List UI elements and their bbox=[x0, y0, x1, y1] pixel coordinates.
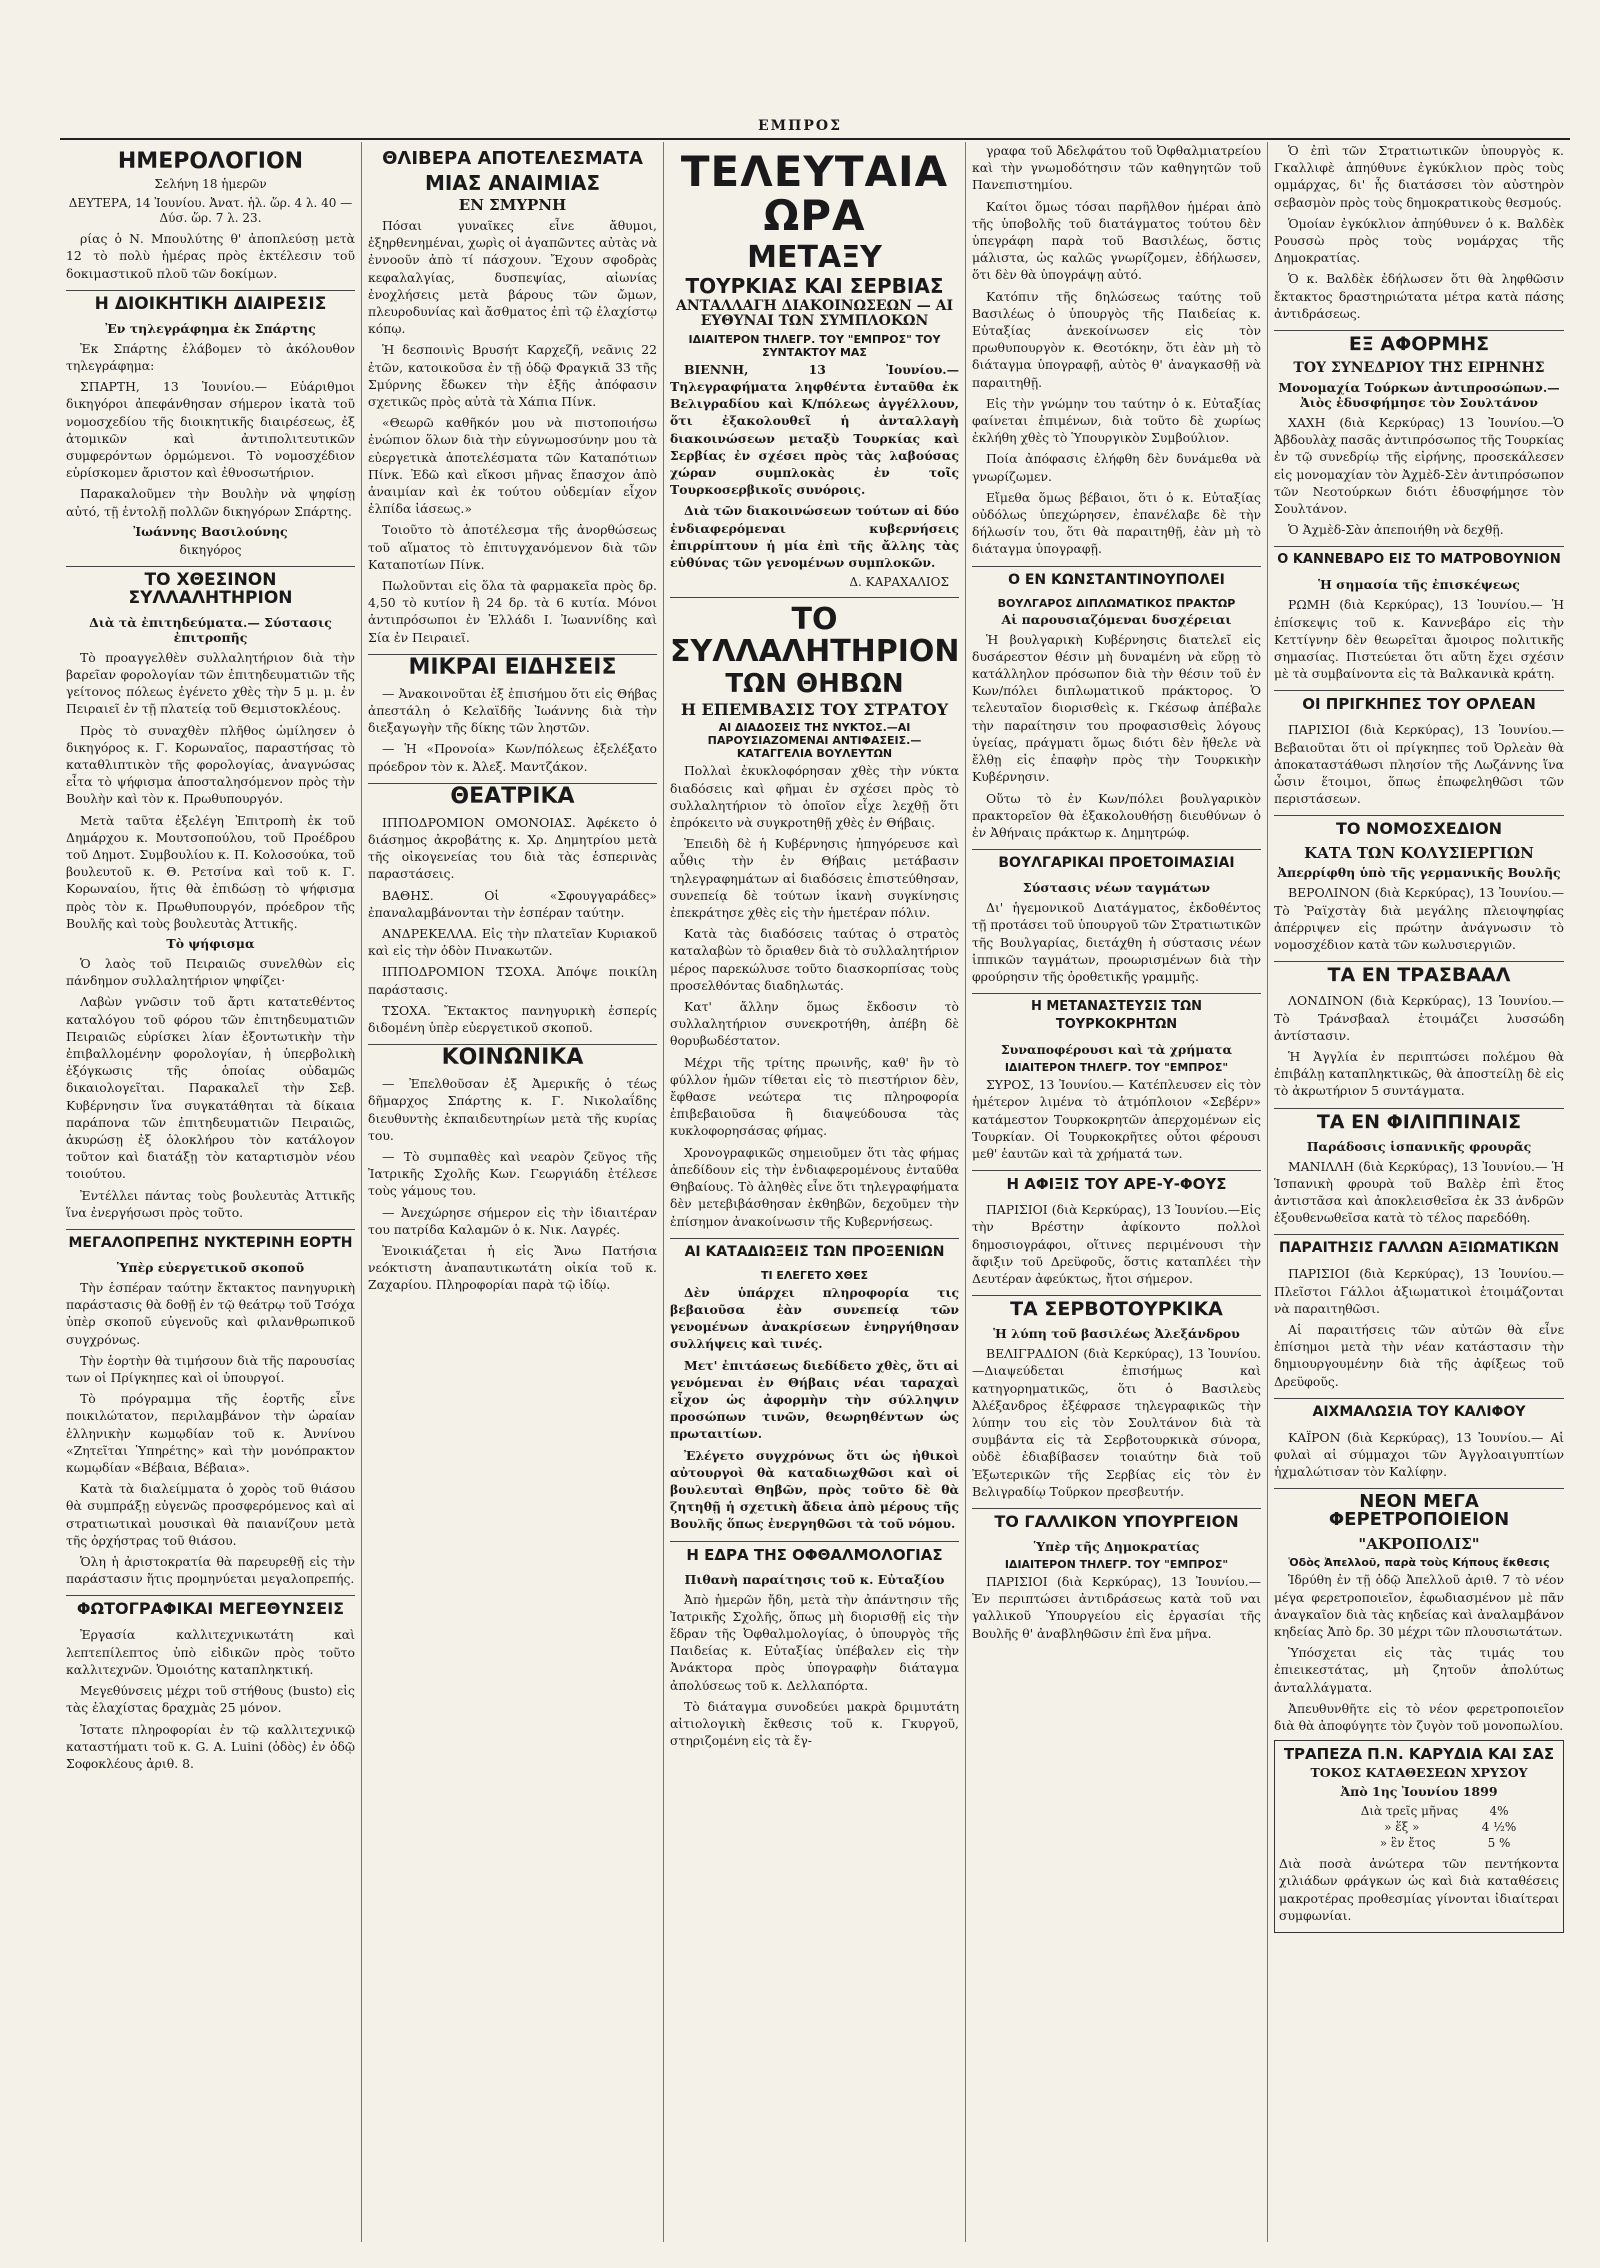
signature: Δ. ΚΑΡΑΧΑΛΙΟΣ bbox=[849, 575, 949, 590]
article-paragraph: Τὴν ἑσπέραν ταύτην ἔκτακτος πανηγυρικὴ παράστασις θὰ δοθῇ ἐν τῷ θεάτρῳ τοῦ Τσόχα ὑπὲρ σκοποῦ εὐγενοῦς καὶ φιλανθρωπικοῦ συγχρόνως. bbox=[66, 1280, 355, 1347]
article-headline: ΤΟ ΓΑΛΛΙΚΟΝ ΥΠΟΥΡΓΕΙΟΝ bbox=[972, 1508, 1261, 1535]
article-headline: Η ΕΔΡΑ ΤΗΣ ΟΦΘΑΛΜΟΛΟΓΙΑΣ bbox=[670, 1541, 959, 1568]
bank-note: Διὰ ποσὰ ἀνώτερα τῶν πεντήκοντα χιλιάδων φράγκων ὡς καὶ διὰ καταθέσεις μακροτέρας προθεσμίας γίνονται ἰδιαίτεραι συμφωνίαι. bbox=[1279, 1856, 1559, 1923]
article-headline: Η ΔΙΟΙΚΗΤΙΚΗ ΔΙΑΙΡΕΣΙΣ bbox=[66, 290, 355, 317]
newspaper-page bbox=[60, 142, 1570, 2242]
theatre-item: ΤΣΟΧΑ. Ἔκτακτος πανηγυρικὴ ἑσπερίς διδομένη ὑπὲρ εὐεργετικοῦ σκοποῦ. bbox=[368, 1002, 657, 1036]
article-subheading: Ἐν τηλεγράφημα ἐκ Σπάρτης bbox=[105, 320, 316, 336]
article-paragraph: Ὁ κ. Βαλδὲκ ἐδήλωσεν ὅτι θὰ ληφθῶσιν ἔκτακτος δραστηριώτατα μέτρα κατὰ πάσης ἀντιδράσεως. bbox=[1274, 271, 1564, 321]
article-paragraph: Ἐλέγετο συγχρόνως ὅτι ὡς ἠθικοὶ αὐτουργοὶ θὰ καταδιωχθῶσι καὶ οἱ βουλευταὶ Θηβῶν, πρὸς τοῦτο δὲ θὰ ζητηθῇ ἡ σχετικὴ ἄδεια ἀπὸ μέρους τῆς Βουλῆς ὅπως ἐνεργηθῶσι τὰ τοῦ νόμου. bbox=[670, 1447, 959, 1532]
article-headline: Η ΑΦΙΞΙΣ ΤΟΥ ΑΡΕ-Υ-ΦΟΥΣ bbox=[972, 1170, 1261, 1197]
article-headline: Ο ΚΑΝΝΕΒΑΡΟ ΕΙΣ ΤΟ ΜΑΤΡΟΒΟΥΝΙΟΝ bbox=[1274, 546, 1564, 573]
article-paragraph: Πόσαι γυναῖκες εἶνε ἄθυμοι, ἐξηρθενημέναι, χωρὶς οἱ ἀγαπῶντες αὐτὰς νὰ ἐννοοῦν ἀπὸ τί πάσχουν. Ἔχουν σφοδρὰς κεφαλαλγίας, δυσπεψίας, αἰωνίας ἐνοχλήσεις μετὰ βάρους τῶν ὤμων, πλευροδυνίας καὶ ἄσθματος ἐπὶ τῷ ἐλαχίστῳ κόπῳ. bbox=[368, 217, 657, 337]
bank-subheading: ΤΟΚΟΣ ΚΑΤΑΘΕΣΕΩΝ ΧΡΥΣΟΥ bbox=[1310, 1765, 1528, 1781]
top-rule bbox=[60, 138, 1570, 140]
article-paragraph: γραφα τοῦ Ἀδελφάτου τοῦ Ὀφθαλμιατρείου καὶ τὴν γνωμοδότησιν τῶν καθηγητῶν τοῦ Πανεπιστημίου. bbox=[972, 143, 1261, 193]
article-subheading: ΑΝΤΑΛΛΑΓΗ ΔΙΑΚΟΙΝΩΣΕΩΝ — ΑΙ ΕΥΘΥΝΑΙ ΤΩΝ ΣΥΜΠΛΟΚΩΝ bbox=[676, 297, 953, 329]
article-paragraph: Ὁ ἐπὶ τῶν Στρατιωτικῶν ὑπουργὸς κ. Γκαλλιφὲ ἀπηύθυνε ἐγκύκλιον πρὸς τοὺς ομμάρχας, δι' ἧς διατάσσει τὸν αὐστηρὸν σεβασμὸν πρὸς τοὺς δημοκρατικοὺς θεσμούς. bbox=[1274, 143, 1564, 210]
article-paragraph: Εἴμεθα ὅμως βέβαιοι, ὅτι ὁ κ. Εὐταξίας οὐδόλως ὑπεχώρησεν, ἐπανέλαβε δὲ τὴν δήλωσίν του, ὅτι θὰ παραιτηθῇ, ἐὰν μὴ τὸ διάταγμα ὑπογραφῇ. bbox=[972, 489, 1261, 557]
article-headline: ΘΛΙΒΕΡΑ ΑΠΟΤΕΛΕΣΜΑΤΑ bbox=[382, 148, 643, 169]
telegram-credit: ΙΔΙΑΙΤΕΡΟΝ ΤΗΛΕΓΡ. ΤΟΥ "ΕΜΠΡΟΣ" bbox=[1004, 1557, 1229, 1571]
calendar-body: ρίας ὁ Ν. Μπουλύτης θ' ἀποπλεύσῃ μετὰ 12 τὸ πολὺ ἡμέρας πρὸς ἐκτέλεσιν τοῦ δοκιμαστικοῦ πλοῦ τῶν δοκίμων. bbox=[66, 231, 355, 281]
article-subheading: Η ΕΠΕΜΒΑΣΙΣ ΤΟΥ ΣΤΡΑΤΟΥ bbox=[680, 700, 949, 720]
article-paragraph: Οὕτω τὸ ἐν Κων/πόλει βουλγαρικὸν πρακτορεῖον θὰ ἐξακολουθήσῃ διευθύνων ὁ ἐν Ἀθήναις πράκτωρ κ. Δημητρώφ. bbox=[972, 790, 1261, 840]
article-paragraph: Ποία ἀπόφασις ἐλήφθη δὲν δυνάμεθα νὰ γνωρίζωμεν. bbox=[972, 451, 1261, 484]
article-headline: ΑΙΧΜΑΛΩΣΙΑ ΤΟΥ ΚΑΛΙΦΟΥ bbox=[1274, 1398, 1564, 1425]
signature-title: δικηγόρος bbox=[179, 542, 242, 557]
article-paragraph: ΠΑΡΙΣΙΟΙ (διὰ Κερκύρας), 13 Ἰουνίου.— Ἐν περιπτώσει ἀντιδράσεως κατὰ τοῦ ναι γαλλικοῦ Ὑπουργείου εἰς ἐργασίαι τῆς Βουλῆς θ' ἀναβληθῶσιν ἐπὶ ἕνα μῆνα. bbox=[972, 1573, 1261, 1641]
advert-paragraph: Ὑπόσχεται εἰς τὰς τιμάς του ἐπιεικεστάτας, μὴ ζητοῦν ἀπολύτως ἀνταλλάγματα. bbox=[1274, 1645, 1564, 1695]
lead-headline: ΤΕΛΕΥΤΑΙΑ ΩΡΑ bbox=[680, 147, 949, 241]
article-paragraph: Μεγεθύνσεις μέχρι τοῦ στήθους (busto) εἰς τὰς ἐλαχίστας δραχμὰς 25 μόνον. bbox=[66, 1683, 355, 1716]
article-paragraph: Διὰ τῶν διακοινώσεων τούτων αἱ δύο ἐνδιαφερόμεναι κυβερνήσεις ἐπιρρίπτουν ἡ μία ἐπὶ τῆς ἄλλης τὰς εὐθύνας τῶν γενομένων συμπλοκῶν. bbox=[670, 503, 959, 570]
article-subheading: Παράδοσις ἱσπανικῆς φρουρᾶς bbox=[1306, 1138, 1532, 1154]
article-paragraph: Ἐπειδὴ δὲ ἡ Κυβέρνησις ἠπηγόρευσε καὶ αὖθις τὴν ἐν Θήβαις μετάβασιν τηλεγραφημάτων αἱ διαδόσεις ἐπιστεύθησαν, συνεπείᾳ δὲ τούτων ἱκανὴ συγκίνησις ἐπεκράτησε χθὲς εἰς τὴν ἡμετέραν πόλιν. bbox=[670, 836, 959, 921]
rate-table bbox=[1289, 1803, 1549, 1851]
article-paragraph: Μέχρι τῆς τρίτης πρωινῆς, καθ' ἣν τὸ φύλλον ἡμῶν τίθεται εἰς τὸ πιεστήριον δὲν, ἔφθασε νεώτερα τις πληροφορία ἐπιβεβαιοῦσα ἢ διαψεύδουσα τὰς κυκλοφορησάσας φήμας. bbox=[670, 1054, 959, 1139]
social-item: — Ἐπελθοῦσαν ἐξ Ἀμερικῆς ὁ τέως δῆμαρχος Σπάρτης κ. Γ. Νικολαΐδης διευθυντὴς ἐκπαιδευτηρίων μετὰ τῆς κυρίας του. bbox=[368, 1076, 657, 1143]
social-item: — Ἀνεχώρησε σήμερον εἰς τὴν ἰδιαιτέραν του πατρίδα Καλαμῶν ὁ κ. Νικ. Λαγρές. bbox=[368, 1204, 657, 1237]
article-paragraph: ΡΩΜΗ (διὰ Κερκύρας), 13 Ἰουνίου.— Ἡ ἐπίσκεψις τοῦ κ. Καννεβάρο εἰς τὴν Κεττίγνην δὲν θεωρεῖται ἄμοιρος πολιτικῆς σημασίας. Πιστεύεται ὅτι αὕτη ἔχει σχέσιν μὲ τὰ συμβαίνοντα εἰς τὰ Βαλκανικὰ κράτη. bbox=[1274, 597, 1564, 682]
article-paragraph: Ἐντέλλει πάντας τοὺς βουλευτὰς Ἀττικῆς ἵνα ἐνεργήσωσι πρὸς τοῦτο. bbox=[66, 1187, 355, 1220]
article-subheading: ΤΟΥ ΣΥΝΕΔΡΙΟΥ ΤΗΣ ΕΙΡΗΝΗΣ bbox=[1293, 360, 1545, 377]
article-paragraph: Ὁ Ἀχμὲδ-Σὰν ἀπεποιήθη νὰ δεχθῇ. bbox=[1288, 522, 1504, 538]
article-paragraph: Κατὰ τὰς διαδόσεις ταύτας ὁ στρατὸς καταλαβὼν τὸ ὄριαθεν διὰ τὸ συλλαλητήριον μέρος παρεκώλυσε τοῦτο διασκορπίσας τοὺς προσελθόντας διαδηλωτάς. bbox=[670, 926, 959, 993]
calendar-line-1: Σελήνη 18 ἡμερῶν bbox=[154, 177, 267, 192]
masthead: ΕΜΠΡΟΣ bbox=[757, 118, 842, 134]
advert-headline: ΝΕΟΝ ΜΕΓΑ ΦΕΡΕΤΡΟΠΟΙΕΙΟΝ bbox=[1274, 1488, 1564, 1533]
lead-headline: ΤΟΥΡΚΙΑΣ ΚΑΙ ΣΕΡΒΙΑΣ bbox=[685, 273, 944, 298]
article-paragraph: ΒΕΡΟΛΙΝΟΝ (διὰ Κερκύρας), 13 Ἰουνίου.—Τὸ Ῥαϊχστὰγ διὰ μεγάλης πλειοψηφίας ἀπέρριψεν εἰς πρώτην ἀνάγνωσιν τὸ νομοσχέδιον κατὰ τῶν κωλυσιεργιῶν. bbox=[1274, 885, 1564, 953]
rate-label: » ἕξ » bbox=[1384, 1820, 1420, 1835]
article-headline: Η ΜΕΤΑΝΑΣΤΕΥΣΙΣ ΤΩΝ ΤΟΥΡΚΟΚΡΗΤΩΝ bbox=[972, 993, 1261, 1038]
advert-subheading: "ΑΚΡΟΠΟΛΙΣ" bbox=[1358, 1535, 1480, 1554]
article-subheading: Πιθανὴ παραίτησις τοῦ κ. Εὐταξίου bbox=[684, 1571, 945, 1587]
theatre-item: ΙΠΠΟΔΡΟΜΙΟΝ ΟΜΟΝΟΙΑΣ. Ἀφέκετο ὁ διάσημος ἀκροβάτης κ. Χρ. Δημητρίου μετὰ τῆς οἰκογενείας του διὰ τὰς ἑσπερινὰς παραστάσεις. bbox=[368, 814, 657, 882]
article-headline: ΤΟ ΧΘΕΣΙΝΟΝ ΣΥΛΛΑΛΗΤΗΡΙΟΝ bbox=[66, 566, 355, 611]
bank-name: ΤΡΑΠΕΖΑ Π.Ν. ΚΑΡΥΔΙΑ ΚΑΙ ΣΑΣ bbox=[1283, 1745, 1555, 1764]
article-subheading: Ἡ σημασία τῆς ἐπισκέψεως bbox=[1318, 577, 1520, 593]
rate-value: 4 ½% bbox=[1481, 1820, 1517, 1835]
article-headline: ΜΕΓΑΛΟΠΡΕΠΗΣ ΝΥΚΤΕΡΙΝΗ ΕΟΡΤΗ bbox=[66, 1229, 355, 1256]
advert-paragraph: Ἀπευθυνθῆτε εἰς τὸ νέον φερετροποιεῖον διὰ θὰ ἀποφύγητε τὸν ζυγὸν τοῦ μονοπωλίου. bbox=[1274, 1700, 1564, 1733]
article-paragraph: Πωλοῦνται εἰς ὅλα τὰ φαρμακεῖα πρὸς δρ. 4,50 τὸ κυτίον ἢ 24 δρ. τὰ 6 κυτία. Μόνοι ἀντιπρόσωποι ἐν Ἑλλάδι Ι. Ἰωαννίδης καὶ Σία ἐν Πειραιεῖ. bbox=[368, 577, 657, 645]
bank-date: Ἀπὸ 1ης Ἰουνίου 1899 bbox=[1340, 1784, 1498, 1800]
article-paragraph: ΜΑΝΙΛΛΗ (διὰ Κερκύρας), 13 Ἰουνίου.— Ἡ Ἱσπανικὴ φρουρὰ τοῦ Βαλὲρ ἐπὶ ἔτος ἀντιστᾶσα καὶ ἀποκλεισθεῖσα ἐκ 33 ἀνδρῶν ἐξουθενωθεῖσα κατὰ τὸ τέλος παρεδόθη. bbox=[1274, 1158, 1564, 1226]
article-paragraph: ΠΑΡΙΣΙΟΙ (διὰ Κερκύρας), 13 Ἰουνίου.—Εἰς τὴν Βρέστην ἀφίκοντο πολλοὶ δημοσιογράφοι, οἵτινες περιμένουσι τὴν ἄφιξιν τοῦ Δρεϋφοῦς, ὅστις καταπλέει τὴν Δευτέραν ἀφεύκτως, ἤτοι σήμερον. bbox=[972, 1202, 1261, 1286]
column-5 bbox=[1268, 142, 1570, 2242]
article-paragraph: Κατόπιν τῆς δηλώσεως ταύτης τοῦ Βασιλέως ὁ ὑπουργὸς τῆς Παιδείας κ. Εὐταξίας ἀνεκοίνωσεν εἰς τὸν πρωθυπουργὸν κ. Θεοτόκην, ὅτι ἐὰν μὴ τὸ διάταγμα ὑπογραφῇ, αὐτὸς θ' ἀναγκασθῇ νὰ παραιτηθῇ. bbox=[972, 288, 1261, 390]
signature: Ἰωάννης Βασιλούνης bbox=[133, 523, 288, 539]
article-subheading: ΑΙ ΔΙΑΔΟΣΕΙΣ ΤΗΣ ΝΥΚΤΟΣ.—ΑΙ ΠΑΡΟΥΣΙΑΖΟΜΕΝΑΙ ΑΝΤΙΦΑΣΕΙΣ.—ΚΑΤΑΓΓΕΛΙΑ ΒΟΥΛΕΥΤΩΝ bbox=[707, 721, 922, 761]
rate-row bbox=[1289, 1835, 1549, 1851]
lead-headline: ΜΕΤΑΞΥ bbox=[747, 240, 882, 276]
article-paragraph: Ἰστατε πληροφορίαι ἐν τῷ καλλιτεχνικῷ καταστήματι τοῦ κ. G. A. Luini (ὁδὸς) ἐν ὁδῷ Σοφοκλέους ἀριθ. 8. bbox=[66, 1721, 355, 1771]
article-subheading: ΕΝ ΣΜΥΡΝΗ bbox=[458, 195, 567, 214]
article-subheading: Ἀπερρίφθη ὑπὸ τῆς γερμανικῆς Βουλῆς bbox=[1277, 865, 1561, 881]
article-paragraph: ΛΟΝΔΙΝΟΝ (διὰ Κερκύρας), 13 Ἰουνίου.— Τὸ Τράνσβααλ ἑτοιμάζει λυσσώδη ἀντίστασιν. bbox=[1274, 993, 1564, 1043]
article-paragraph: ΒΙΕΝΝΗ, 13 Ἰουνίου.— Τηλεγραφήματα ληφθέντα ἐνταῦθα ἐκ Βελιγραδίου καὶ Κ/πόλεως ἀγγέλλουν, ὅτι ἐξακολουθεῖ ἡ ἀνταλλαγὴ διακοινώσεων μεταξὺ Τουρκίας καὶ Σερβίας ἐν σχέσει πρὸς τὰς λαβούσας χώραν συμπλοκὰς ἐν τοῖς Τουρκοσερβικοῖς συνόροις. bbox=[670, 361, 959, 498]
column-1 bbox=[60, 142, 362, 2242]
article-paragraph: Ἡ δεσποινὶς Βρυσήτ Καρχεζῆ, νεᾶνις 22 ἐτῶν, κατοικοῦσα ἐν τῇ ὁδῷ Φραγκιᾶ 33 τῆς Σμύρνης ἔδωκεν τὴν ἑξῆς ἀπόφασιν σχετικῶς πρὸς αὐτὰ τὰ Χάπια Πίνκ. bbox=[368, 342, 657, 409]
calendar-line-2: ΔΕΥΤΕΡΑ, 14 Ἰουνίου. Ἀνατ. ἡλ. ὥρ. 4 λ. 40 —Δύσ. ὥρ. 7 λ. 23. bbox=[68, 196, 353, 226]
news-item: — Ἡ «Προνοία» Κων/πόλεως ἐξελέξατο πρόεδρον τὸν κ. Ἀλεξ. Μαντζάκον. bbox=[368, 741, 657, 774]
article-paragraph: ΣΥΡΟΣ, 13 Ἰουνίου.— Κατέπλευσεν εἰς τὸν ἡμέτερον λιμένα τὸ ἀτμόπλοιον «Σεβέρν» κατάμεστον Τουρκοκρητῶν ἀπερχομένων εἰς Τουρκίαν. Οἱ Τουρκοκρῆτες οὗτοι φέρουσι μεθ' ἑαυτῶν καὶ τὰ χρήματά των. bbox=[972, 1077, 1261, 1161]
article-headline: ΕΞ ΑΦΟΡΜΗΣ bbox=[1274, 330, 1564, 357]
article-headline: ΤΑ ΣΕΡΒΟΤΟΥΡΚΙΚΑ bbox=[972, 1295, 1261, 1322]
rate-row bbox=[1289, 1819, 1549, 1835]
column-3 bbox=[664, 142, 966, 2242]
article-paragraph: Ἡ βουλγαρικὴ Κυβέρνησις διατελεῖ εἰς δυσάρεστον θέσιν μὴ δυναμένη νὰ εὕρῃ τὸ κατάλληλον πρόσωπον διὰ τὴν θέσιν τοῦ ἐν Κων/πόλει διπλωματικοῦ πράκτορος. Ὁ τελευταῖον διορισθεὶς κ. Γκέσωφ ἀπέβαλε τὴν παραίτησιν του προφασισθεὶς λόγους ὑγείας, πράγματι ὅμως διότι δὲν ἤθελε νὰ ἔλθῃ εἰς ἐπαφὴν πρὸς τὴν Τουρκικὴν Κυβέρνησιν. bbox=[972, 631, 1261, 785]
article-paragraph: Πολλαὶ ἐκυκλοφόρησαν χθὲς τὴν νύκτα διαδόσεις καὶ φῆμαι ἐν σχέσει πρὸς τὸ συλλαλητήριον τὸ ὁποῖον εἶχε λεχθῇ ὅτι ἐπρόκειτο νὰ συγκροτηθῇ χθὲς ἐν Θήβαις. bbox=[670, 763, 959, 831]
article-paragraph: Δι' ἡγεμονικοῦ Διατάγματος, ἐκδοθέντος τῇ προτάσει τοῦ ὑπουργοῦ τῶν Στρατιωτικῶν τῆς Βουλγαρίας, διετάχθη ἡ σύστασις νέων ἱππικῶν ταγμάτων, προωρισμένων διὰ τὴν φρούρησιν τῆς ὀροθετικῆς γραμμῆς. bbox=[972, 900, 1261, 984]
article-paragraph: Λαβὼν γνῶσιν τοῦ ἄρτι κατατεθέντος καταλόγου τοῦ φόρου τῶν ἐπιτηδευματιῶν Πειραιῶς εὑρίσκει λίαν ἐξοντωτικὴν τὴν ἐπιβαλλομένην φορολογίαν, ἡ ὑπερβολικὴ ἐξόγκωσις τῆς ὁποίας οὐδαμῶς δικαιολογεῖται. Παρακαλεῖ τὴν Σεβ. Κυβέρνησιν ἵνα συγκατάθηται τὰ δίκαια παράπονα τῶν ἐπιτηδευματιῶν Πειραιῶς, ἀκυρώσῃ ἐξ ὁλοκλήρου τὸν κατάλογον τοῦτον καὶ διατάξῃ τὸν καταρτισμὸν νέου τοιούτου. bbox=[66, 994, 355, 1182]
article-headline: ΑΙ ΚΑΤΑΔΙΩΞΕΙΣ ΤΩΝ ΠΡΟΞΕΝΙΩΝ bbox=[670, 1238, 959, 1265]
news-item: — Ἀνακοινοῦται ἐξ ἐπισήμου ὅτι εἰς Θήβας ἀπεστάλη ὁ Κελαϊδῆς Ἰωάννης διὰ τὴν διεξαγωγὴν τῆς δίκης τῶν ληστῶν. bbox=[368, 685, 657, 736]
article-subheading: Ὑπὲρ εὐεργετικοῦ σκοποῦ bbox=[116, 1260, 305, 1276]
article-paragraph: Τὸ διάταγμα συνοδεύει μακρὰ δριμυτάτη αἰτιολογικὴ ἔκθεσις τοῦ κ. Γκυργοῦ, στηριζομένη εἰς τὰ ἔγ- bbox=[670, 1698, 959, 1749]
telegram-credit: ΙΔΙΑΙΤΕΡΟΝ ΤΗΛΕΓΡ. ΤΟΥ "ΕΜΠΡΟΣ" bbox=[1004, 1061, 1229, 1075]
article-paragraph: Ὁλη ἡ ἀριστοκρατία θὰ παρευρεθῇ εἰς τὴν παράστασιν ἥτις προμηνύεται μεγαλοπρεπής. bbox=[66, 1554, 355, 1587]
article-paragraph: ΒΕΛΙΓΡΑΔΙΟΝ (διὰ Κερκύρας), 13 Ἰουνίου.—Διαψεύδεται ἐπισήμως καὶ κατηγορηματικῶς, ὅτι ὁ Βασιλεὺς Ἀλέξανδρος ἐξέφρασε τηλεγραφικῶς τὴν λύπην του εἰς τὸν Σουλτάνον διὰ τὰ συμβάντα εἰς τὰ Σερβοτουρκικὰ σύνορα, οὐδὲ ἐδιαβίβασεν τοιαύτην διὰ τοῦ Ἐξωτερικῶν τῆς Σερβίας εἰς τὸν ἐν Βελιγραδίῳ Τοῦρκον πρεσβευτήν. bbox=[972, 1346, 1261, 1499]
article-headline: ΜΙΑΣ ΑΝΑΙΜΙΑΣ bbox=[424, 170, 601, 195]
rate-label: Διὰ τρεῖς μῆνας bbox=[1360, 1804, 1459, 1819]
advert-paragraph: Ἱδρύθη ἐν τῇ ὁδῷ Ἀπελλοῦ ἀριθ. 7 τὸ νέον μέγα φερετροποιεῖον, ἐφωδιασμένον μὲ πᾶν ἀναγκαῖον διὰ τὰς κηδείας καὶ ἀναλαμβάνον κηδείας Ἀπὸ δρ. 30 μέχρι τῶν πλουσιωτάτων. bbox=[1274, 1572, 1564, 1639]
rate-value: 5 % bbox=[1487, 1836, 1511, 1851]
column-2 bbox=[362, 142, 664, 2242]
article-subheading: Σύστασις νέων ταγμάτων bbox=[1022, 880, 1211, 896]
article-paragraph: Παρακαλοῦμεν τὴν Βουλὴν νὰ ψηφίσῃ αὐτό, τῇ ἐντολῇ πολλῶν δικηγόρων Σπάρτης. bbox=[66, 486, 355, 519]
article-headline: ΤΟ ΣΥΛΛΑΛΗΤΗΡΙΟΝ bbox=[670, 597, 959, 667]
article-subheading: Τὸ ψήφισμα bbox=[166, 935, 255, 951]
article-paragraph: Μετ' ἐπιτάσεως διεδίδετο χθὲς, ὅτι αἱ γενόμεναι ἐν Θήβαις νέαι ταραχαὶ εἶχον ὡς ἀφορμὴν τὴν σύλληψιν προσώπων τινῶν, θεωρηθέντων ὡς πρωταιτίων. bbox=[670, 1357, 959, 1442]
advert-subheading: Ὁδὸς Ἀπελλοῦ, παρὰ τοὺς Κήπους ἔκθεσις bbox=[1288, 1556, 1550, 1570]
article-subheading: Αἱ παρουσιαζόμεναι δυσχέρειαι bbox=[1001, 611, 1232, 627]
article-paragraph: Τὴν ἑορτὴν θὰ τιμήσουν διὰ τῆς παρουσίας των οἱ Πρίγκηπες καὶ οἱ ὑπουργοί. bbox=[66, 1352, 355, 1386]
article-subheading: Διὰ τὰ ἐπιτηδεύματα.— Σύστασις ἐπιτροπῆς bbox=[89, 614, 332, 645]
article-paragraph: ΣΠΑΡΤΗ, 13 Ἰουνίου.— Εὐάριθμοι δικηγόροι ἀπεφάνθησαν σήμερον ἰκατὰ τοῦ νομοσχεδίου τῆς διοικητικῆς διαιρέσεως, ἐξ ἀτομικῶν καὶ ἀντιπολιτευτικῶν συμφερόντων ὁρμώμενοι. Τὸ νομοσχέδιον εὑρίσκομεν ἄριστον καὶ ἐθνοσωτήριον. bbox=[66, 379, 355, 481]
article-paragraph: Ὁ λαὸς τοῦ Πειραιῶς συνελθὼν εἰς πάνδημον συλλαλητήριον ψηφίζει· bbox=[66, 955, 355, 989]
article-headline: ΒΟΥΛΓΑΡΙΚΑΙ ΠΡΟΕΤΟΙΜΑΣΙΑΙ bbox=[972, 849, 1261, 876]
rate-value: 4% bbox=[1489, 1804, 1509, 1819]
article-paragraph: Τὸ προαγγελθὲν συλλαλητήριον διὰ τὴν βαρεῖαν φορολογίαν τῶν ἐπιτηδευματιῶν τῆς γείτονος πόλεως ἐγένετο χθὲς τὴν 5 μ. μ. ἐν Πειραιεῖ ἐν τῇ πλατείᾳ τοῦ Θεμιστοκλέους. bbox=[66, 649, 355, 717]
article-paragraph: Ἀπὸ ἡμερῶν ἤδη, μετὰ τὴν ἀπάντησιν τῆς Ἰατρικῆς Σχολῆς, ὅπως μὴ διορισθῇ εἰς τὴν ἕδραν τῆς Ὀφθαλμολογίας, ὁ ὑπουργὸς τῆς Παιδείας κ. Εὐταξίας ὑπέβαλεν εἰς τὴν Ἀνάκτορα πρὸς ὑπογραφὴν διάταγμα ἀπολύσεως τοῦ κ. Δελλαπόρτα. bbox=[670, 1591, 959, 1693]
article-headline: ΠΑΡΑΙΤΗΣΙΣ ΓΑΛΛΩΝ ΑΞΙΩΜΑΤΙΚΩΝ bbox=[1274, 1234, 1564, 1261]
article-subheading: Ὑπὲρ τῆς Δημοκρατίας bbox=[1033, 1538, 1200, 1554]
theatre-item: ΑΝΔΡΕΚΕΛΛΑ. Εἰς τὴν πλατεῖαν Κυριακοῦ καὶ εἰς τὴν ὁδὸν Πινακωτῶν. bbox=[368, 926, 657, 959]
theatre-item: ΒΑΘΗΣ. Οἱ «Σφουγγαράδες» ἐπαναλαμβάνονται τὴν ἑσπέραν ταύτην. bbox=[368, 887, 657, 920]
section-headline: ΘΕΑΤΡΙΚΑ bbox=[368, 783, 657, 810]
social-item: — Τὸ συμπαθὲς καὶ νεαρὸν ζεῦγος τῆς Ἰατρικῆς Σχολῆς Κων. Γεωργιάδη ἐτέλεσε τοὺς γάμους του. bbox=[368, 1149, 657, 1199]
article-subheading: ΚΑΤΑ ΤΩΝ ΚΟΛΥΣΙΕΡΓΙΩΝ bbox=[1304, 844, 1534, 863]
article-paragraph: Χρονογραφικῶς σημειοῦμεν ὅτι τὰς φήμας ἀπεδίδουν εἰς τὴν ἐνδιαφερομένους ἐνταῦθα Θηβαίους. Τὸ ἀληθὲς εἶνε ὅτι τηλεγραφήματα δὲν μετεβιβάσθησαν ἐκθηβῶν, δεχοῦμεν τὴν ἐπίσημον ἀνακοίνωσιν τῆς Κυβερνήσεως. bbox=[670, 1144, 959, 1229]
article-headline: ΤΟ ΝΟΜΟΣΧΕΔΙΟΝ bbox=[1274, 815, 1564, 842]
article-headline: ΤΩΝ ΘΗΒΩΝ bbox=[725, 669, 904, 700]
article-paragraph: «Θεωρῶ καθῆκόν μου νὰ πιστοποιήσω ἐνώπιον ὅλων διὰ τὴν εὐγνωμοσύνην μου τὰ εὐεργετικὰ ἀποτελέσματα τῶν Καταπότιων Πίνκ. Ἐδῶ καὶ εἴκοσι μῆνας ἔπασχον ἀπὸ ἀναιμίαν καὶ ἐκ τούτου οὐδεμίαν εἶχον ἐλπίδα ἰάσεως.» bbox=[368, 415, 657, 517]
article-paragraph: Αἱ παραιτήσεις τῶν αὐτῶν θὰ εἶνε ἐπίσημοι μετὰ τὴν νέαν κατάστασιν τὴν δημιουργουμένην διὰ τῆς ἀφίξεως τοῦ Δρεϋφοῦς. bbox=[1274, 1321, 1564, 1389]
theatre-item: ΙΠΠΟΔΡΟΜΙΟΝ ΤΣΟΧΑ. Ἀπόψε ποικίλη παράστασις. bbox=[368, 964, 657, 997]
article-paragraph: Καίτοι ὅμως τόσαι παρῆλθον ἡμέραι ἀπὸ τῆς ὑποβολῆς τοῦ διατάγματος τούτου δὲν ὑπεγράφη παρὰ τοῦ Βασιλέως, ὅστις μάλιστα, ὡς καλῶς γνωρίζομεν, ἐδήλωσεν, ὅτι δὲν θὰ ὑπογράψῃ αὐτό. bbox=[972, 198, 1261, 283]
calendar-title: ΗΜΕΡΟΛΟΓΙΟΝ bbox=[117, 149, 304, 174]
article-subheading: Μονομαχία Τούρκων ἀντιπροσώπων.—Ἀιὸς ἐδυσφήμησε τὸν Σουλτάνον bbox=[1278, 380, 1560, 411]
article-paragraph: Ἐκ Σπάρτης ἐλάβομεν τὸ ἀκόλουθον τηλεγράφημα: bbox=[66, 340, 355, 373]
rate-label: » ἓν ἔτος bbox=[1379, 1836, 1436, 1851]
rate-row bbox=[1289, 1803, 1549, 1819]
article-subheading: Ἡ λύπη τοῦ βασιλέως Ἀλεξάνδρου bbox=[993, 1326, 1240, 1342]
article-paragraph: Κατ' ἄλλην ὅμως ἔκδοσιν τὸ συλλαλητήριον συνεκροτήθη, ἀπέβη δὲ θορυβωδέστατον. bbox=[670, 999, 959, 1049]
article-headline: Ο ΕΝ ΚΩΝΣΤΑΝΤΙΝΟΥΠΟΛΕΙ bbox=[972, 566, 1261, 593]
article-paragraph: Ἐργασία καλλιτεχνικωτάτη καὶ λεπτεπίλεπτος ὑπὸ εἰδικῶν πρὸς τοῦτο καλλιτεχνῶν. Ὁμοιότης καταπληκτική. bbox=[66, 1627, 355, 1677]
article-subheading: Συναποφέρουσι καὶ τὰ χρήματα bbox=[1000, 1042, 1233, 1058]
article-paragraph: ΠΑΡΙΣΙΟΙ (διὰ Κερκύρας), 13 Ἰουνίου.— Βεβαιοῦται ὅτι οἱ πρίγκηπες τοῦ Ὀρλεὰν θὰ ἀποκαταστάθωσι πλησίον τῆς Λωζάννης ἵνα ὦσιν ἕτοιμοι, ὅπως ἐπωφεληθῶσι τῶν περιστάσεων. bbox=[1274, 722, 1564, 807]
section-headline: ΚΟΙΝΩΝΙΚΑ bbox=[368, 1044, 657, 1071]
article-paragraph: Μετὰ ταῦτα ἐξελέγη Ἐπιτροπὴ ἐκ τοῦ Δημάρχου κ. Μουτσοπούλου, τοῦ Προέδρου τοῦ Δημοτ. Συμβουλίου κ. Π. Κολοσούκα, τοῦ βουλευτοῦ κ. Θ. Ρετσίνα καὶ τοῦ κ. Γ. Κορωναίου, ἥτις θὰ ἐπιδώσῃ τὸ ψήφισμα πρὸς τὸν κ. Πρωθυπουργόν, πρόεδρον τῆς Βουλῆς καὶ τοὺς βουλευτὰς Ἀττικῆς. bbox=[66, 812, 355, 931]
article-paragraph: Ἡ Ἀγγλία ἐν περιπτώσει πολέμου θὰ ἐπιβάλῃ καταπληκτικῶς, θὰ ἀποστείλῃ δὲ εἰς τὸ ἀκρωτήριον 5 συντάγματα. bbox=[1274, 1048, 1564, 1099]
column-4 bbox=[966, 142, 1268, 2242]
article-paragraph: ΚΑΪΡΟΝ (διὰ Κερκύρας), 13 Ἰουνίου.— Αἱ φυλαὶ αἱ σύμμαχοι τῶν Ἀγγλοαιγυπτίων ἠχμαλώτισαν τὸν Καλίφην. bbox=[1274, 1429, 1564, 1480]
article-headline: ΤΑ ΕΝ ΦΙΛΙΠΠΙΝΑΙΣ bbox=[1274, 1108, 1564, 1135]
article-paragraph: ΠΑΡΙΣΙΟΙ (διὰ Κερκύρας), 13 Ἰουνίου.— Πλεῖστοι Γάλλοι ἀξιωματικοὶ ἑτοιμάζονται νὰ παραιτηθῶσι. bbox=[1274, 1266, 1564, 1316]
section-headline: ΜΙΚΡΑΙ ΕΙΔΗΣΕΙΣ bbox=[368, 654, 657, 681]
article-headline: ΟΙ ΠΡΙΓΚΗΠΕΣ ΤΟΥ ΟΡΛΕΑΝ bbox=[1274, 690, 1564, 717]
article-paragraph: Τοιοῦτο τὸ ἀποτέλεσμα τῆς ἀνορθώσεως τοῦ αἵματος τὸ ἐπιτυγχανόμενον διὰ τῶν Καταποτίων Πίνκ. bbox=[368, 522, 657, 572]
article-headline: ΦΩΤΟΓΡΑΦΙΚΑΙ ΜΕΓΕΘΥΝΣΕΙΣ bbox=[66, 1595, 355, 1622]
article-paragraph: Δὲν ὑπάρχει πληροφορία τις βεβαιοῦσα ἐὰν συνεπείᾳ τῶν γενομένων ἀνακρίσεων ἐνηργήθησαν συλλήψεις καὶ τινές. bbox=[670, 1284, 959, 1352]
article-subheading: ΒΟΥΛΓΑΡΟΣ ΔΙΠΛΩΜΑΤΙΚΟΣ ΠΡΑΚΤΩΡ bbox=[997, 596, 1236, 610]
article-paragraph: Πρὸς τὸ συναχθὲν πλῆθος ὡμίλησεν ὁ δικηγόρος κ. Γ. Κορωναῖος, παραστήσας τὸ καταθλιπτικὸν τῆς φορολογίας, ἀναγνώσας εἶτα τὸ ψήφισμα ἀποσταλησόμενον πρὸς τὴν Βουλὴν καὶ τὸν κ. Πρωθυπουργόν. bbox=[66, 722, 355, 807]
article-paragraph: Κατὰ τὰ διαλείμματα ὁ χορὸς τοῦ θιάσου θὰ συμπράξῃ εὐγενῶς προσφερόμενος καὶ αἱ στρατιωτικαὶ μουσικαὶ θὰ παιανίζουν μετὰ τῆς ὀρχήστρας τοῦ θιάσου. bbox=[66, 1481, 355, 1548]
article-paragraph: Ὁμοίαν ἐγκύκλιον ἀπηύθυνεν ὁ κ. Βαλδὲκ Ρουσσὼ πρὸς τοὺς νομάρχας τῆς Δημοκρατίας. bbox=[1274, 215, 1564, 266]
article-subheading: ΤΙ ΕΛΕΓΕΤΟ ΧΘΕΣ bbox=[760, 1268, 869, 1282]
bank-advert bbox=[1274, 1740, 1564, 1933]
article-paragraph: Τὸ πρόγραμμα τῆς ἑορτῆς εἶνε ποικιλώτατον, περιλαμβάνον τὴν ὡραίαν ἑλληνικὴν κωμῳδίαν τοῦ κ. Ἀννίνου «Ζητεῖται Ὑπηρέτης» καὶ τὴν μονόπρακτον κωμῳδίαν «Βέβαια, Βέβαια». bbox=[66, 1391, 355, 1476]
article-paragraph: Εἰς τὴν γνώμην του ταύτην ὁ κ. Εὐταξίας φαίνεται ἐπιμένων, διὰ τοῦτο δὲ χωρίως ἐκλήθη χθὲς τὸ Ὑπουργικὸν Συμβούλιον. bbox=[972, 395, 1261, 446]
classified-ad: Ἐνοικιάζεται ἡ εἰς Ἄνω Πατήσια νεόκτιστη ἀναπαυτικωτάτη οἰκία τοῦ κ. Ζαχαρίου. Πληροφορίαι παρὰ τῷ ἰδίῳ. bbox=[368, 1243, 657, 1293]
article-paragraph: ΧΑΧΗ (διὰ Κερκύρας) 13 Ἰουνίου.—Ὁ Ἀβδουλὰχ πασᾶς ἀντιπρόσωπος τῆς Τουρκίας ἐν τῷ συνεδρίῳ τῆς εἰρήνης, προσεκάλεσεν εἰς μονομαχίαν τὸν Ἀχμὲδ-Σὲν ἀντιπρόσωπον τῶν Νεοτούρκων διότι ἐδυσφήμησε τὸν Σουλτάνον. bbox=[1274, 415, 1564, 517]
telegram-credit: ΙΔΙΑΙΤΕΡΟΝ ΤΗΛΕΓΡ. ΤΟΥ "ΕΜΠΡΟΣ" ΤΟΥ ΣΥΝΤΑΚΤΟΥ ΜΑΣ bbox=[688, 332, 941, 359]
article-headline: ΤΑ ΕΝ ΤΡΑΣΒΑΑΛ bbox=[1274, 961, 1564, 988]
